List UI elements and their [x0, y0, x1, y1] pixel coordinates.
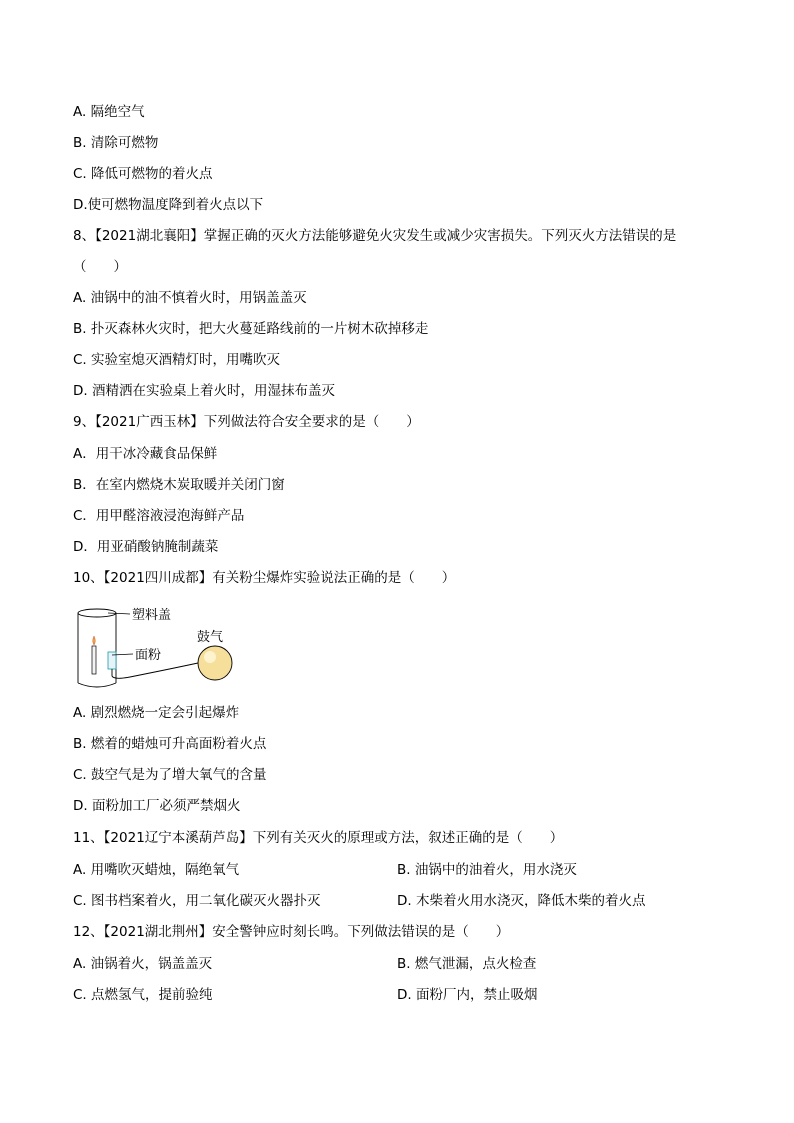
q9-option-b: B．在室内燃烧木炭取暖并关闭门窗	[73, 477, 285, 493]
rubber-bulb-icon	[198, 646, 232, 680]
prev-option-c: C. 降低可燃物的着火点	[73, 166, 213, 182]
q12-option-c: C. 点燃氢气，提前验纯	[73, 987, 213, 1003]
q12-stem: 12、【2021湖北荆州】安全警钟应时刻长鸣。下列做法错误的是（ ）	[73, 924, 510, 940]
q11-option-d: D. 木柴着火用水浇灭，降低木柴的着火点	[397, 893, 646, 909]
label-air-blow: 鼓气	[197, 630, 224, 645]
container-bottom	[78, 683, 116, 687]
q8-option-a: A. 油锅中的油不慎着火时，用锅盖盖灭	[73, 290, 307, 306]
q9-stem: 9、【2021广西玉林】下列做法符合安全要求的是（ ）	[73, 414, 420, 430]
q11-option-a: A. 用嘴吹灭蜡烛，隔绝氧气	[73, 862, 240, 878]
q12-option-d: D. 面粉厂内，禁止吸烟	[397, 987, 538, 1003]
q8-stem: 8、【2021湖北襄阳】掌握正确的灭火方法能够避免火灾发生或减少灾害损失。下列灭火方法错误的是	[73, 228, 677, 244]
q8-option-d: D. 酒精洒在实验桌上着火时，用湿抹布盖灭	[73, 383, 335, 399]
q10-option-c: C. 鼓空气是为了增大氧气的含量	[73, 767, 267, 783]
lid-leader-line	[108, 613, 130, 614]
flame-icon	[93, 636, 96, 645]
q10-stem: 10、【2021四川成都】有关粉尘爆炸实验说法正确的是（ ）	[73, 570, 456, 586]
q9-option-a: A．用干冰冷藏食品保鲜	[73, 446, 218, 462]
label-plastic-lid: 塑料盖	[132, 608, 172, 623]
q8-answer-paren: （ ）	[73, 259, 127, 275]
q12-option-b: B. 燃气泄漏，点火检查	[397, 956, 537, 972]
q11-option-b: B. 油锅中的油着火，用水浇灭	[397, 862, 577, 878]
candle-icon	[92, 646, 96, 674]
q10-option-b: B. 燃着的蜡烛可升高面粉着火点	[73, 736, 267, 752]
q8-option-c: C. 实验室熄灭酒精灯时，用嘴吹灭	[73, 352, 281, 368]
prev-option-d: D.使可燃物温度降到着火点以下	[73, 197, 264, 213]
prev-option-a: A. 隔绝空气	[73, 104, 145, 120]
q11-option-c: C. 图书档案着火，用二氧化碳灭火器扑灭	[73, 893, 321, 909]
q12-option-a: A. 油锅着火，锅盖盖灭	[73, 956, 213, 972]
q10-option-d: D. 面粉加工厂必须严禁烟火	[73, 798, 241, 814]
label-flour: 面粉	[135, 648, 162, 663]
q9-option-c: C．用甲醛溶液浸泡海鲜产品	[73, 508, 245, 524]
q11-stem: 11、【2021辽宁本溪葫芦岛】下列有关灭火的原理或方法，叙述正确的是（ ）	[73, 830, 564, 846]
q9-option-d: D．用亚硝酸钠腌制蔬菜	[73, 539, 219, 555]
q8-option-b: B. 扑灭森林火灾时，把大火蔓延路线前的一片树木砍掉移走	[73, 321, 429, 337]
prev-option-b: B. 清除可燃物	[73, 135, 159, 151]
q10-option-a: A. 剧烈燃烧一定会引起爆炸	[73, 705, 240, 721]
air-tube	[112, 663, 198, 678]
dust-explosion-apparatus-figure	[70, 600, 270, 695]
